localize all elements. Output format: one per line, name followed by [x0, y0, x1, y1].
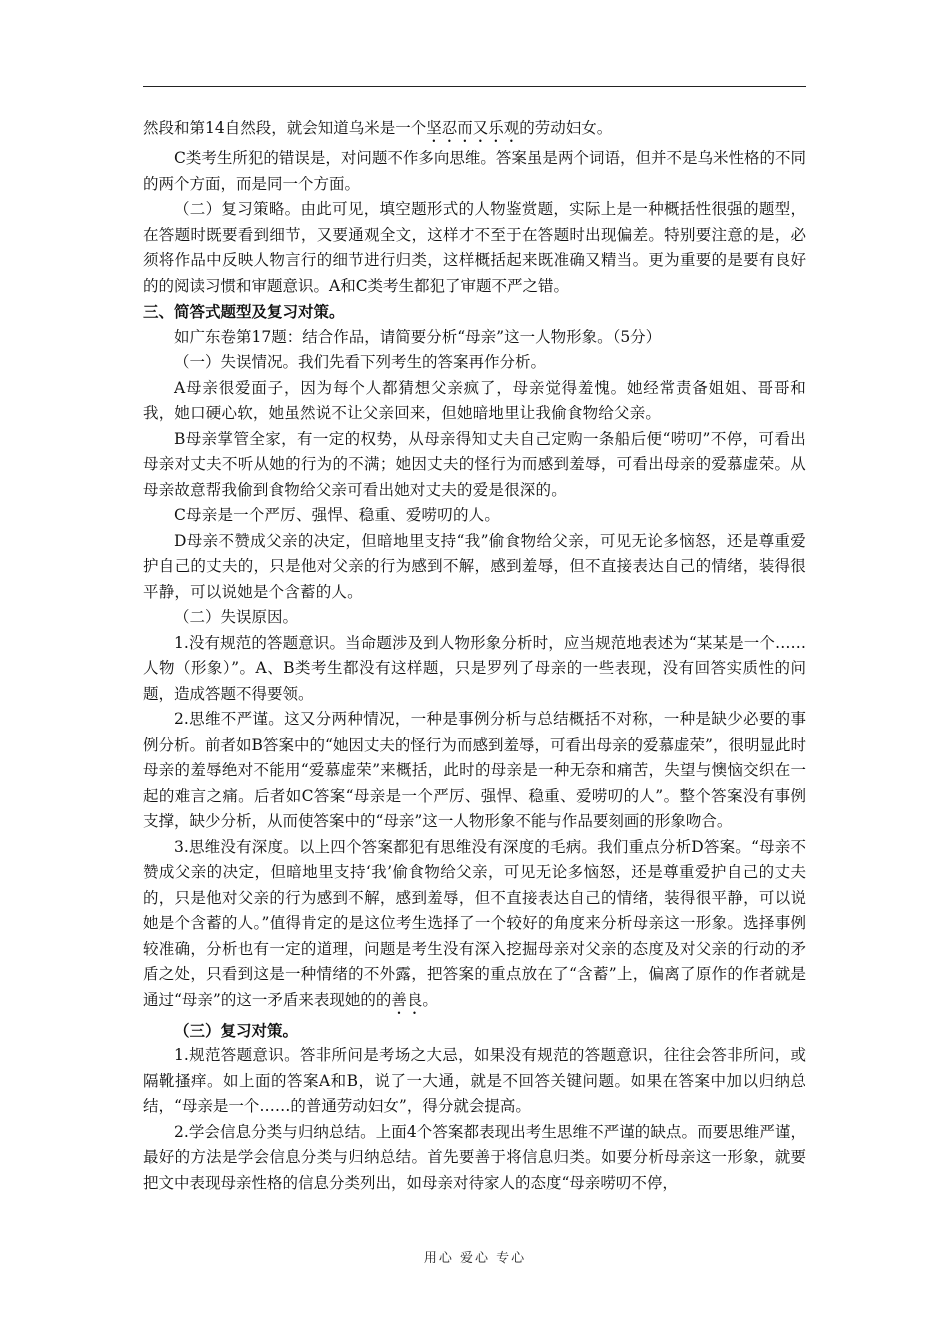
reason-1: 1.没有规范的答题意识。当命题涉及到人物形象分析时，应当规范地表述为“某某是一个……人物（形象）”。A、B类考生都没有这样题，只是罗列了母亲的一些表现，没有回答实质性的问题，造成答题不得要领。: [143, 633, 806, 703]
paragraph-1: [143, 116, 806, 146]
reason-3: [143, 835, 806, 1018]
document-body: [143, 116, 806, 1196]
paragraph-3: （二）复习策略。由此可见，填空题形式的人物鉴赏题，实际上是一种概括性很强的题型，在答题时既要看到细节，又要通观全文，这样才不至于在答题时出现偏差。特别要注意的是，必须将作品中反映人物言行的细节进行归类，这样概括起来既准确又精当。更为重要的是要有良好的的阅读习惯和审题意识。A和C类考生都犯了审题不严之错。: [143, 200, 806, 295]
emphasis-dotted: 坚忍而又乐观: [426, 119, 520, 137]
subsection-1: （一）失误情况。我们先看下列考生的答案再作分析。: [174, 353, 547, 371]
section-heading-3: 三、简答式题型及复习对策。: [143, 302, 345, 321]
emphasis-dotted: 善良: [391, 990, 423, 1009]
subsection-2: （二）失误原因。: [174, 608, 299, 626]
strategy-1: 1.规范答题意识。答非所问是考场之大忌，如果没有规范的答题意识，往往会答非所问，或隔靴搔痒。如上面的答案A和B，说了一大通，就是不回答关键问题。如果在答案中加以归纳总结，“母亲是一个……的普通劳动妇女”，得分就会提高。: [143, 1046, 806, 1115]
text-span: 。: [422, 990, 438, 1009]
subsection-3-heading: （三）复习对策。: [174, 1020, 299, 1040]
reason-2: 2.思维不严谨。这又分两种情况，一种是事例分析与总结概括不对称，一种是缺少必要的事例分析。前者如B答案中的“她因丈夫的怪行为而感到羞辱，可看出母亲的爱慕虚荣”，很明显此时母亲的羞辱绝对不能用“爱慕虚荣”来概括，此时的母亲是一种无奈和痛苦，失望与懊恼交织在一起的难言之痛。后者如C答案“母亲是一个严厉、强悍、稳重、爱唠叨的人”。整个答案没有事例支撑，缺少分析，从而使答案中的“母亲”这一人物形象不能与作品要刻画的形象吻合。: [143, 710, 806, 830]
text-span: 的劳动妇女。: [519, 119, 613, 137]
strategy-2: 2.学会信息分类与归纳总结。上面4个答案都表现出考生思维不严谨的缺点。而要思维严谨，最好的方法是学会信息分类与归纳总结。首先要善于将信息归类。如要分析母亲这一形象，就要把文中表现母亲性格的信息分类列出，如母亲对待家人的态度“母亲唠叨不停，: [143, 1122, 806, 1192]
page-footer: 用心 爱心 专心: [423, 1251, 527, 1266]
header-rule: [143, 86, 806, 87]
answer-d: D母亲不赞成父亲的决定，但暗地里支持“我”偷食物给父亲，可见无论多恼怒，还是尊重爱护自己的丈夫的，只是他对父亲的行为感到不解，感到羞辱，但不直接表达自己的情绪，装得很平静，可以说她是个含蓄的人。: [143, 531, 806, 601]
text-span: 3.思维没有深度。以上四个答案都犯有思维没有深度的毛病。我们重点分析D答案。“母亲不赞成父亲的决定，但暗地里支持‘我’偷食物给父亲，可见无论多恼怒，还是尊重爱护自己的丈夫的，只是他对父亲的行为感到不解，感到羞辱，但不直接表达自己的情绪，装得很平静，可以说她是个含蓄的人。”值得肯定的是这位考生选择了一个较好的角度来分析母亲这一形象。选择事例较准确，分析也有一定的道理，问题是考生没有深入挖掘母亲对父亲的态度及对父亲的行动的矛盾之处，只看到这是一种情绪的不外露，把答案的重点放在了“含蓄”上，偏离了原作的作者就是通过“母亲”的这一矛盾来表现她的的: [143, 837, 806, 1009]
answer-c: C母亲是一个严厉、强悍、稳重、爱唠叨的人。: [174, 506, 501, 524]
paragraph-2: C类考生所犯的错误是，对问题不作多向思维。答案虽是两个词语，但并不是乌米性格的不同的两个方面，而是同一个方面。: [143, 149, 806, 193]
answer-b: B母亲掌管全家，有一定的权势，从母亲得知丈夫自己定购一条船后便“唠叨”不停，可看出母亲对丈夫不听从她的行为的不满；她因丈夫的怪行为而感到羞辱，可看出母亲的爱慕虚荣。从母亲故意帮我偷到食物给父亲可看出她对丈夫的爱是很深的。: [143, 429, 806, 499]
text-span: 然段和第14自然段，就会知道乌米是一个: [143, 119, 427, 137]
answer-a: A母亲很爱面子，因为每个人都猜想父亲疯了，母亲觉得羞愧。她经常责备姐姐、哥哥和我，她口硬心软，她虽然说不让父亲回来，但她暗地里让我偷食物给父亲。: [143, 378, 806, 422]
question-line: 如广东卷第17题：结合作品，请简要分析“母亲”这一人物形象。（5分）: [174, 327, 662, 346]
